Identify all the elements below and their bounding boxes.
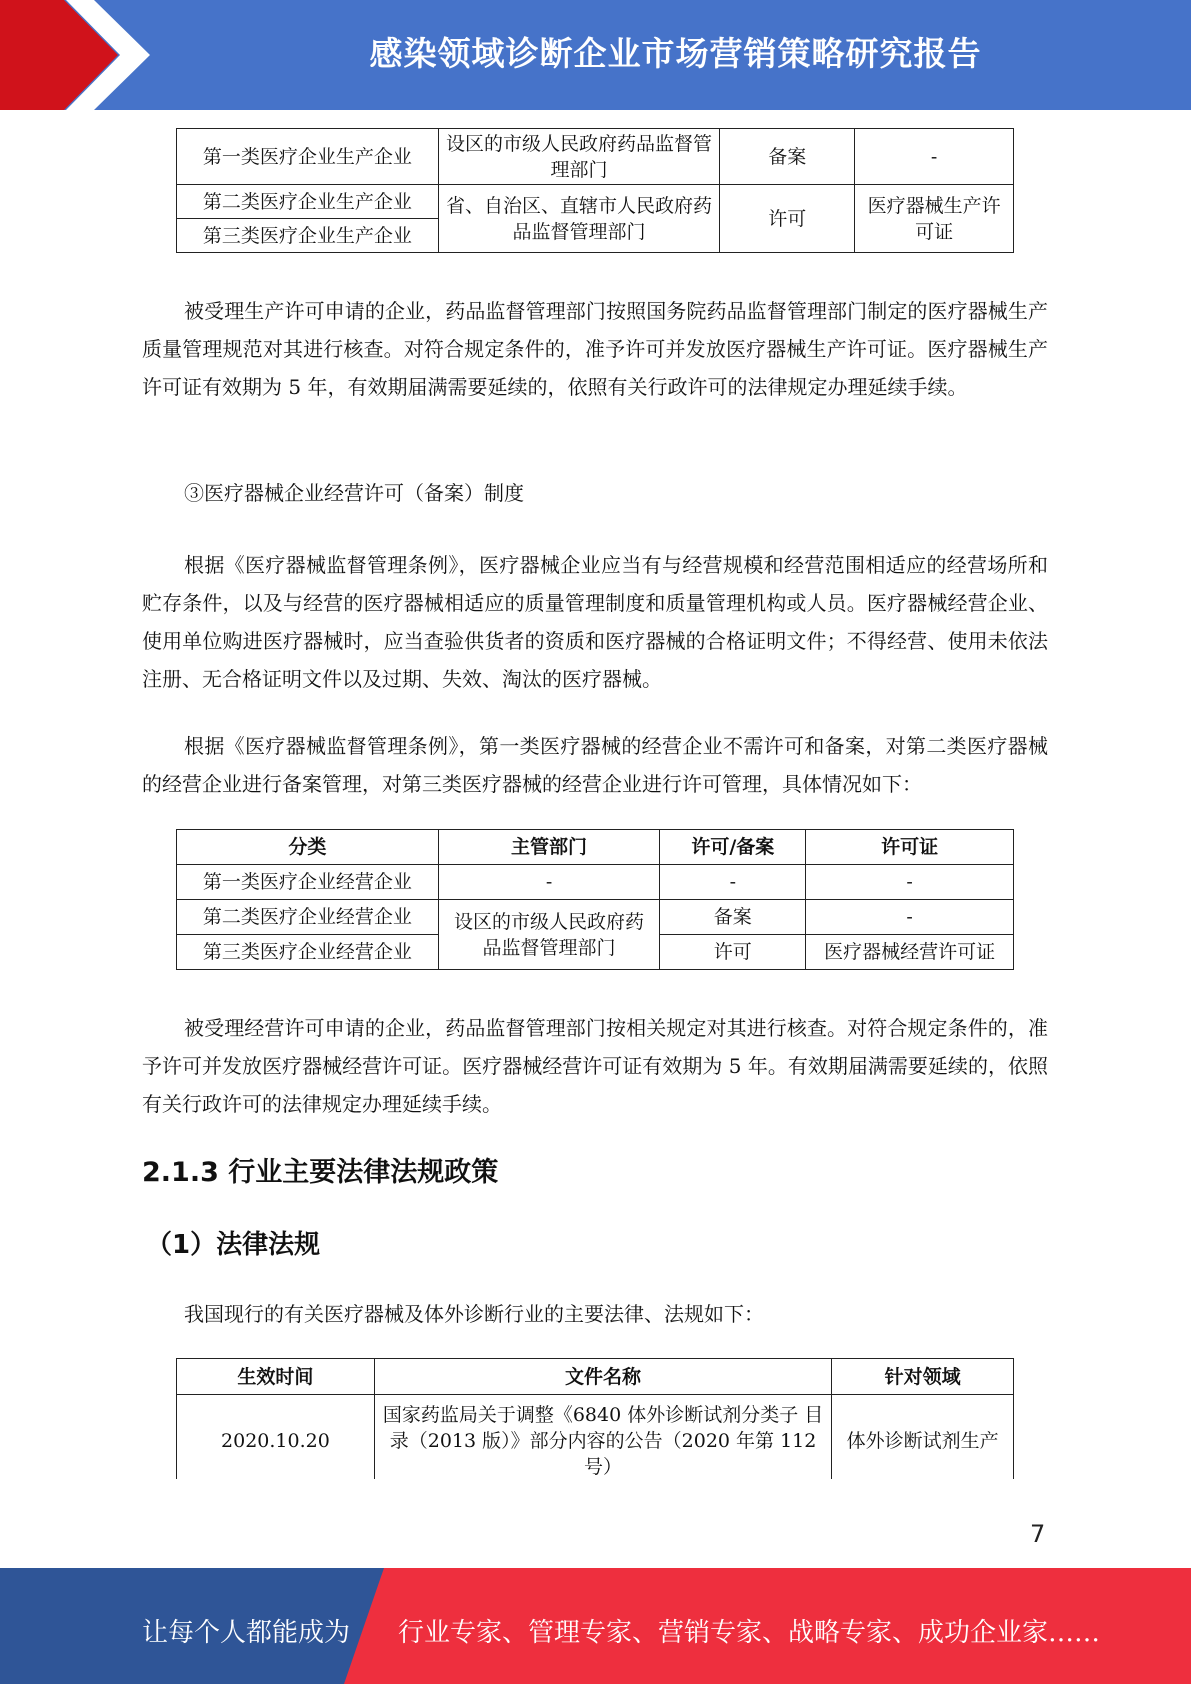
table-cell: 国家药监局关于调整《6840 体外诊断试剂分类子 目录（2013 版）》部分内容的公告（2020 年第 112 号） bbox=[374, 1395, 831, 1480]
laws-table-clip bbox=[0, 1357, 1191, 1479]
table-cell: 许可 bbox=[660, 935, 806, 970]
table-cell: 设区的市级人民政府药品监督管理部门 bbox=[438, 900, 660, 970]
table-cell: - bbox=[855, 129, 1014, 185]
table-cell: 设区的市级人民政府药品监督管理部门 bbox=[438, 129, 720, 185]
subsection-heading: （1）法律法规 bbox=[146, 1230, 321, 1260]
column-header: 许可证 bbox=[806, 830, 1014, 865]
table-header-row bbox=[177, 1359, 1014, 1395]
operation-license-table bbox=[176, 829, 1014, 970]
paragraph: 我国现行的有关医疗器械及体外诊断行业的主要法律、法规如下： bbox=[184, 1302, 764, 1326]
paragraph: 根据《医疗器械监督管理条例》，医疗器械企业应当有与经营规模和经营范围相适应的经营场所和贮存条件，以及与经营的医疗器械相适应的质量管理制度和质量管理机构或人员。医疗器械经营企业、使用单位购进医疗器械时，应当查验供货者的资质和医疗器械的合格证明文件；不得经营、使用未依法注册、无合格证明文件以及过期、失效、淘汰的医疗器械。 bbox=[142, 553, 1048, 691]
table-cell: 第一类医疗企业经营企业 bbox=[177, 865, 439, 900]
table-cell: 第三类医疗企业生产企业 bbox=[177, 219, 439, 253]
table-cell: 许可 bbox=[720, 185, 855, 253]
column-header: 文件名称 bbox=[374, 1359, 831, 1395]
column-header: 许可/备案 bbox=[660, 830, 806, 865]
paragraph: 根据《医疗器械监督管理条例》，第一类医疗器械的经营企业不需许可和备案，对第二类医疗器械的经营企业进行备案管理，对第三类医疗器械的经营企业进行许可管理，具体情况如下： bbox=[142, 734, 1048, 796]
table-cell: - bbox=[806, 865, 1014, 900]
laws-table bbox=[176, 1358, 1014, 1479]
table-cell: - bbox=[438, 865, 660, 900]
table-cell: 医疗器械生产许可证 bbox=[855, 185, 1014, 253]
table-cell: 2020.10.20 bbox=[177, 1395, 375, 1480]
footer-slogan-right: 行业专家、管理专家、营销专家、战略专家、成功企业家…… bbox=[398, 1618, 1101, 1648]
table-cell: 第一类医疗企业生产企业 bbox=[177, 129, 439, 185]
table-cell: 体外诊断试剂生产 bbox=[832, 1395, 1014, 1480]
table-cell: 第二类医疗企业生产企业 bbox=[177, 185, 439, 219]
subsection-label: ③医疗器械企业经营许可（备案）制度 bbox=[184, 481, 524, 505]
column-header: 分类 bbox=[177, 830, 439, 865]
paragraph: 被受理生产许可申请的企业，药品监督管理部门按照国务院药品监督管理部门制定的医疗器械生产质量管理规范对其进行核查。对符合规定条件的，准予许可并发放医疗器械生产许可证。医疗器械生产许可证有效期为 5 年，有效期届满需要延续的，依照有关行政许可的法律规定办理延续手续。 bbox=[142, 299, 1048, 399]
table-cell: 省、自治区、直辖市人民政府药品监督管理部门 bbox=[438, 185, 720, 253]
table-row bbox=[177, 1395, 1014, 1480]
footer-slogan-left: 让每个人都能成为 bbox=[142, 1618, 351, 1648]
column-header: 主管部门 bbox=[438, 830, 660, 865]
page-footer bbox=[0, 1568, 1191, 1684]
table-row bbox=[177, 900, 1014, 935]
table-cell: - bbox=[660, 865, 806, 900]
table-cell: 备案 bbox=[660, 900, 806, 935]
table-row bbox=[177, 865, 1014, 900]
table-cell: 第二类医疗企业经营企业 bbox=[177, 900, 439, 935]
table-row bbox=[177, 185, 1014, 219]
column-header: 针对领域 bbox=[832, 1359, 1014, 1395]
table-cell: - bbox=[806, 900, 1014, 935]
column-header: 生效时间 bbox=[177, 1359, 375, 1395]
header-arrow-decoration bbox=[0, 0, 200, 110]
paragraph: 被受理经营许可申请的企业，药品监督管理部门按相关规定对其进行核查。对符合规定条件的，准予许可并发放医疗器械经营许可证。医疗器械经营许可证有效期为 5 年。有效期届满需要延续的，依照有关行政许可的法律规定办理延续手续。 bbox=[142, 1016, 1048, 1116]
section-heading: 2.1.3 行业主要法律法规政策 bbox=[142, 1157, 499, 1188]
page-header bbox=[0, 0, 1191, 110]
table-cell: 备案 bbox=[720, 129, 855, 185]
table-cell: 第三类医疗企业经营企业 bbox=[177, 935, 439, 970]
production-license-table bbox=[176, 128, 1014, 253]
table-header-row bbox=[177, 830, 1014, 865]
page-number: 7 bbox=[1030, 1520, 1046, 1548]
table-row bbox=[177, 129, 1014, 185]
header-title: 感染领域诊断企业市场营销策略研究报告 bbox=[369, 34, 982, 73]
table-cell: 医疗器械经营许可证 bbox=[806, 935, 1014, 970]
